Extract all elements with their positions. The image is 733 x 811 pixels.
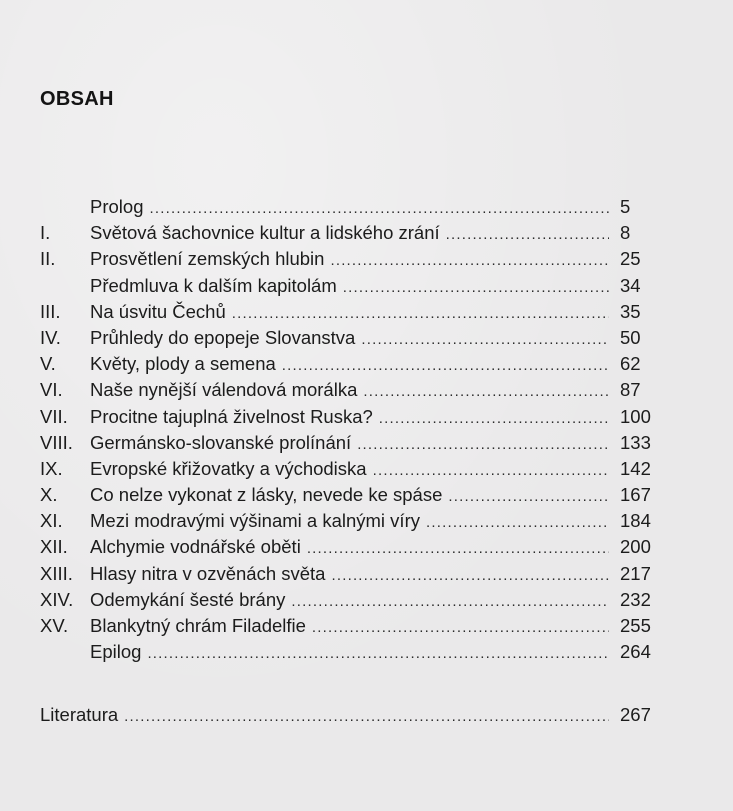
chapter-number: II. xyxy=(40,248,56,270)
chapter-title: Prosvětlení zemských hlubin xyxy=(90,248,325,270)
dot-leader xyxy=(448,484,609,510)
chapter-number: VII. xyxy=(40,405,68,427)
toc-entry-body xyxy=(90,273,614,301)
toc-entry-body xyxy=(90,351,614,379)
toc-entry-body xyxy=(90,482,614,510)
page-number: 62 xyxy=(620,353,641,375)
toc-entry-body xyxy=(90,325,614,353)
toc-entry xyxy=(40,482,664,508)
chapter-number: IX. xyxy=(40,457,63,479)
page-number: 264 xyxy=(620,641,651,663)
page-number: 184 xyxy=(620,510,651,532)
toc-entry-body xyxy=(90,639,614,667)
toc-entry xyxy=(40,246,664,272)
chapter-title: Naše nynější válendová morálka xyxy=(90,379,358,401)
dot-leader xyxy=(291,589,609,615)
toc-entry xyxy=(40,220,664,246)
toc-entry xyxy=(40,351,664,377)
chapter-number: XIV. xyxy=(40,588,74,610)
toc-entry-body xyxy=(90,299,614,327)
chapter-title: Blankytný chrám Filadelfie xyxy=(90,615,306,636)
chapter-number: XIII. xyxy=(40,562,73,584)
toc-entry xyxy=(40,377,664,403)
dot-leader xyxy=(343,275,609,301)
toc-entry xyxy=(40,404,664,430)
chapter-title: Epilog xyxy=(90,641,142,663)
toc-entry-body xyxy=(90,430,614,458)
toc-entry xyxy=(40,534,664,560)
toc-entry xyxy=(40,508,664,534)
dot-leader xyxy=(312,615,609,641)
table-of-contents xyxy=(40,194,664,665)
chapter-number: XII. xyxy=(40,536,68,558)
chapter-number: I. xyxy=(40,222,51,244)
toc-entry-body xyxy=(90,194,614,222)
chapter-title: Předmluva k dalším kapitolám xyxy=(90,274,337,296)
chapter-number: VIII. xyxy=(40,431,73,453)
page-number: 34 xyxy=(620,274,641,296)
toc-entry-body xyxy=(90,587,614,615)
toc-entry xyxy=(40,325,664,351)
page-number: 35 xyxy=(620,300,641,322)
dot-leader xyxy=(373,458,609,484)
dot-leader xyxy=(330,248,609,274)
chapter-title: Průhledy do epopeje Slovanstva xyxy=(90,326,356,348)
page-number: 100 xyxy=(620,405,651,427)
toc-entry xyxy=(40,273,664,299)
toc-entry-body xyxy=(90,220,614,248)
chapter-number: IV. xyxy=(40,326,61,348)
page-number: 133 xyxy=(620,431,651,453)
dot-leader xyxy=(232,301,609,327)
dot-leader xyxy=(307,536,609,562)
dot-leader xyxy=(282,353,609,379)
dot-leader xyxy=(357,432,609,458)
page-number: 87 xyxy=(620,379,641,401)
chapter-number: VI. xyxy=(40,379,63,401)
dot-leader xyxy=(363,379,609,405)
toc-entry-body xyxy=(90,613,614,641)
page-number: 200 xyxy=(620,536,651,558)
toc-entry xyxy=(40,430,664,456)
toc-entry-body xyxy=(90,404,614,432)
toc-entry-body xyxy=(90,246,614,274)
dot-leader xyxy=(124,704,609,730)
chapter-title: Co nelze vykonat z lásky, nevede ke spáse xyxy=(90,484,443,506)
dot-leader xyxy=(379,406,609,432)
toc-entry xyxy=(40,561,664,587)
chapter-number: XI. xyxy=(40,510,63,532)
chapter-title: Hlasy nitra v ozvěnách světa xyxy=(90,562,326,584)
chapter-title: Květy, plody a semena xyxy=(90,353,276,375)
toc-entry xyxy=(40,456,664,482)
dot-leader xyxy=(147,641,609,667)
chapter-title: Prolog xyxy=(90,196,144,217)
page-number: 142 xyxy=(620,457,651,479)
page-number: 217 xyxy=(620,562,651,584)
page-number: 167 xyxy=(620,484,651,506)
chapter-number: III. xyxy=(40,300,61,322)
toc-entry-literatura xyxy=(40,702,664,730)
chapter-number: X. xyxy=(40,484,58,506)
page-number: 8 xyxy=(620,222,631,244)
chapter-title: Evropské křižovatky a východiska xyxy=(90,457,367,479)
chapter-title: Na úsvitu Čechů xyxy=(90,300,226,322)
chapter-title: Mezi modravými výšinami a kalnými víry xyxy=(90,510,420,532)
chapter-title: Procitne tajuplná živelnost Ruska? xyxy=(90,405,373,427)
dot-leader xyxy=(331,563,609,589)
page-number: 50 xyxy=(620,326,641,348)
toc-entry xyxy=(40,613,664,639)
dot-leader xyxy=(361,327,609,353)
page-number: 5 xyxy=(620,196,631,217)
literatura-title: Literatura xyxy=(40,704,119,725)
page-number: 267 xyxy=(620,704,651,725)
chapter-title: Odemykání šesté brány xyxy=(90,588,286,610)
chapter-title: Alchymie vodnářské oběti xyxy=(90,536,301,558)
dot-leader xyxy=(426,510,609,536)
page-number: 255 xyxy=(620,615,651,636)
chapter-title: Germánsko-slovanské prolínání xyxy=(90,431,352,453)
toc-entry-body xyxy=(90,456,614,484)
page-number: 25 xyxy=(620,248,641,270)
toc-entry xyxy=(40,587,664,613)
chapter-title: Světová šachovnice kultur a lidského zrání xyxy=(90,222,440,244)
toc-entry-body xyxy=(90,377,614,405)
dot-leader xyxy=(149,196,609,222)
dot-leader xyxy=(446,222,609,248)
toc-entry xyxy=(40,299,664,325)
chapter-number: V. xyxy=(40,353,56,375)
toc-entry-body xyxy=(90,561,614,589)
toc-entry-body xyxy=(90,508,614,536)
page-number: 232 xyxy=(620,588,651,610)
toc-entry-body xyxy=(90,534,614,562)
toc-entry xyxy=(40,194,664,220)
page-title: OBSAH xyxy=(40,88,114,110)
toc-entry xyxy=(40,639,664,665)
chapter-number: XV. xyxy=(40,615,69,636)
